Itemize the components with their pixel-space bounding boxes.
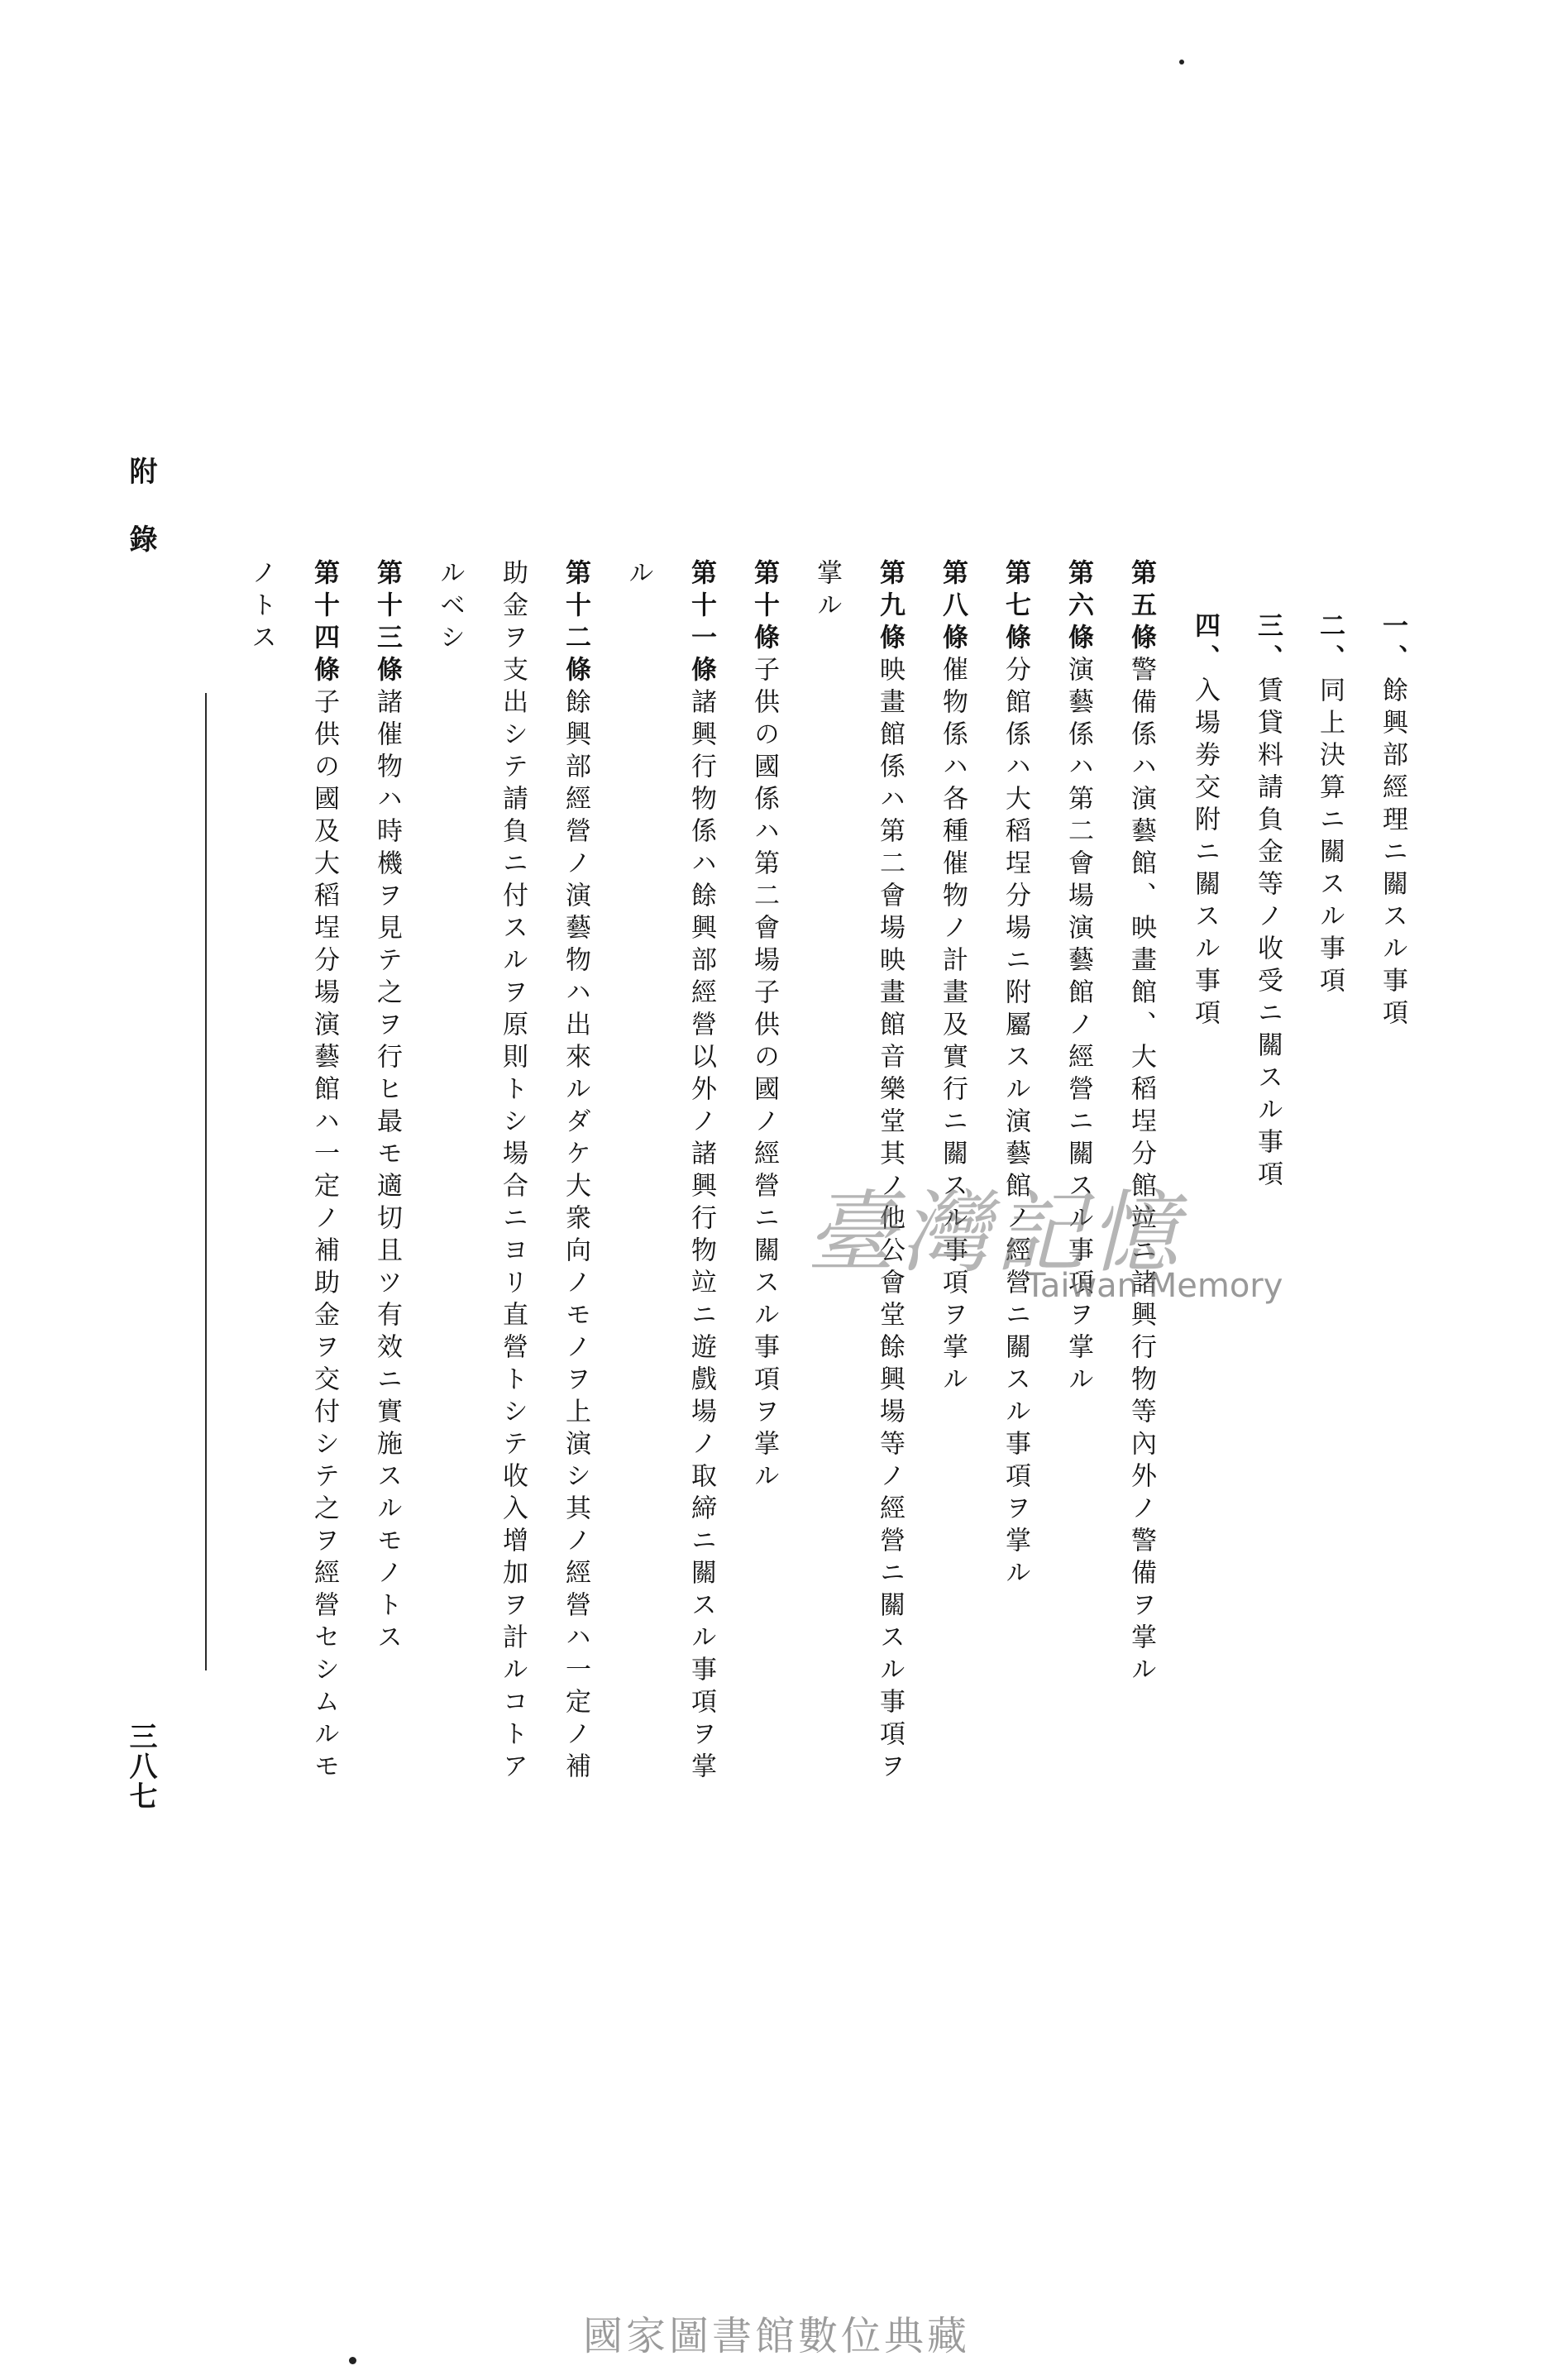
- article-label: 第九條: [875, 559, 905, 656]
- article-text: 餘興部經營ノ演藝物ハ出來ルダケ大衆向ノモノヲ上演シ其ノ經營ハ一定ノ補: [561, 688, 590, 1785]
- text-column: [749, 559, 779, 1494]
- continuation-text: ルベシ: [435, 559, 465, 656]
- footer-archive-label: 國家圖書館數位典藏: [582, 2313, 970, 2359]
- article-label: 第十四條: [309, 559, 339, 688]
- item-text: 同上決算ニ關スル事項: [1315, 676, 1345, 999]
- article-text: 催物係ハ各種催物ノ計畫及實行ニ關スル事項ヲ掌ル: [938, 656, 968, 1398]
- text-column: [1002, 559, 1028, 1591]
- margin-rule: [205, 693, 207, 1670]
- text-column: [1315, 612, 1345, 999]
- article-text: 演藝係ハ第二會場演藝館ノ經營ニ關スル事項ヲ掌ル: [1063, 656, 1093, 1398]
- article-label: 第十一條: [686, 559, 716, 688]
- article-text: 子供の國及大稻埕分場演藝館ハ一定ノ補助金ヲ交付シテ之ヲ經營セシムルモ: [309, 688, 339, 1785]
- text-column: [938, 559, 968, 1398]
- article-text: 諸催物ハ時機ヲ見テ之ヲ行ヒ最モ適切且ツ有效ニ實施スルモノトス: [372, 688, 402, 1656]
- text-column: [688, 559, 714, 1785]
- article-label: 第七條: [1001, 559, 1030, 656]
- watermark-chinese: 臺灣記憶: [806, 1182, 1184, 1285]
- text-column: [625, 559, 651, 591]
- text-column: [812, 559, 842, 624]
- text-column: [311, 559, 337, 1785]
- page-number: 三八七: [124, 1722, 157, 1811]
- article-text: 諸興行物係ハ餘興部經營以外ノ諸興行物竝ニ遊戲場ノ取締ニ關スル事項ヲ掌: [686, 688, 716, 1785]
- article-text: 警備係ハ演藝館、映畫館、大稻埕分館竝ニ諸興行物等內外ノ警備ヲ掌ル: [1126, 656, 1156, 1688]
- watermark-english: Taiwan Memory: [1025, 1267, 1283, 1305]
- scan-speck: [1179, 60, 1184, 65]
- item-label: 一、: [1378, 612, 1407, 676]
- text-column: [248, 559, 274, 656]
- article-label: 第六條: [1063, 559, 1093, 656]
- item-text: 入場劵交附ニ關スル事項: [1190, 676, 1220, 1031]
- article-label: 第十條: [749, 559, 779, 656]
- continuation-text: 助金ヲ支出シテ請負ニ付スルヲ原則トシ場合ニヨリ直營トシテ收入增加ヲ計ルコトア: [498, 559, 528, 1785]
- margin-title: 附 錄: [124, 456, 157, 556]
- continuation-text: ル: [624, 559, 653, 591]
- item-text: 賃貸料請負金等ノ收受ニ關スル事項: [1253, 676, 1283, 1192]
- text-column: [498, 559, 528, 1785]
- continuation-text: 掌ル: [812, 559, 842, 624]
- article-text: 子供の國係ハ第二會場子供の國ノ經營ニ關スル事項ヲ掌ル: [749, 656, 779, 1494]
- article-text: 分館係ハ大稻埕分場ニ附屬スル演藝館ノ經營ニ關スル事項ヲ掌ル: [1001, 656, 1030, 1591]
- text-column: [1128, 559, 1154, 1688]
- article-label: 第八條: [938, 559, 968, 656]
- text-column: [562, 559, 588, 1785]
- text-column: [1190, 612, 1220, 1031]
- text-column: [435, 559, 465, 656]
- continuation-text: ノトス: [246, 559, 276, 656]
- article-label: 第五條: [1126, 559, 1156, 656]
- item-label: 三、: [1253, 612, 1283, 676]
- text-column: [1065, 559, 1091, 1398]
- item-text: 餘興部經理ニ關スル事項: [1378, 676, 1407, 1031]
- text-column: [875, 559, 905, 1785]
- article-label: 第十二條: [561, 559, 590, 688]
- text-column: [372, 559, 402, 1656]
- article-label: 第十三條: [372, 559, 402, 688]
- text-column: [1253, 612, 1283, 1192]
- item-label: 二、: [1315, 612, 1345, 676]
- text-column: [1379, 612, 1405, 1031]
- item-label: 四、: [1190, 612, 1220, 676]
- article-text: 映畫館係ハ第二會場映畫館音樂堂其ノ他公會堂餘興場等ノ經營ニ關スル事項ヲ: [875, 656, 905, 1785]
